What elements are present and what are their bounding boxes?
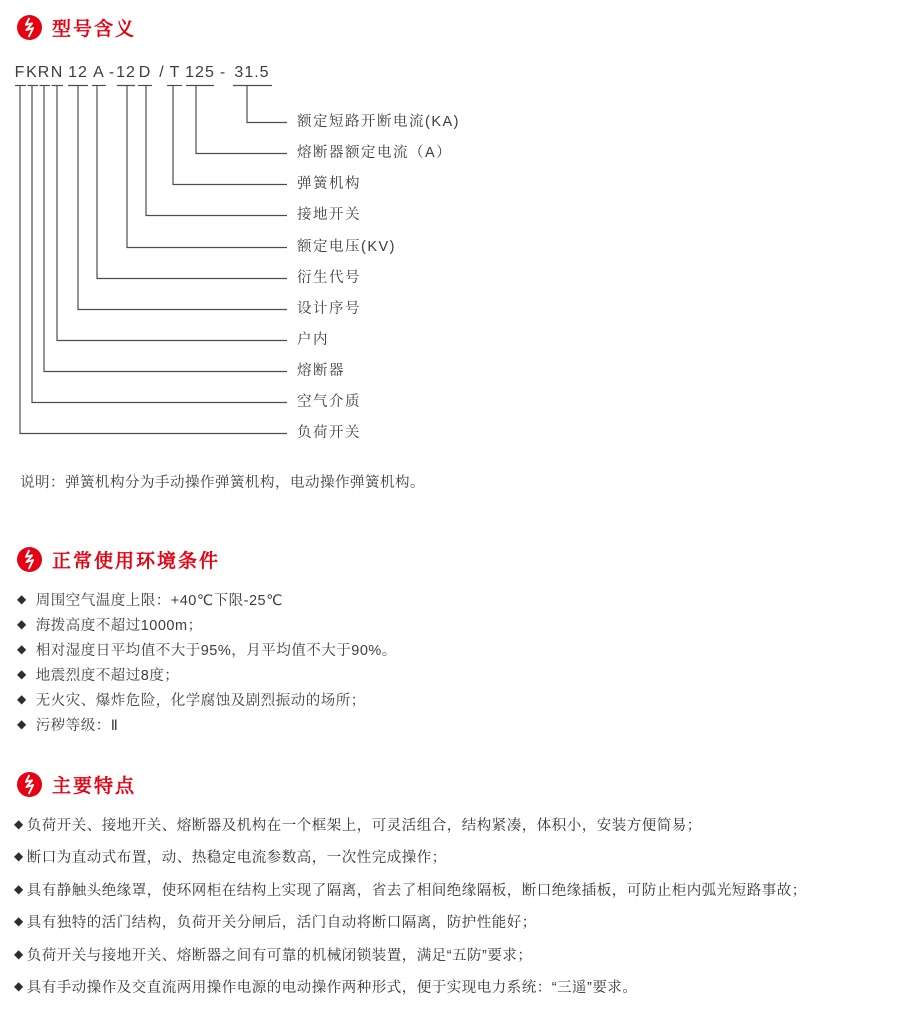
- feature-bullet-contact-gap: [14, 846, 447, 866]
- bullet-text: 地震烈度不超过8度；: [35, 667, 180, 684]
- diamond-bullet-icon: ◆: [17, 692, 27, 706]
- label-derived-code: 衍生代号: [297, 270, 361, 286]
- feature-bullet-insulation-cover: [14, 879, 807, 899]
- diamond-bullet-icon: ◆: [17, 592, 27, 606]
- bullet-text: 无火灾、爆炸危险，化学腐蚀及剧烈振动的场所；: [35, 692, 366, 709]
- code-seg-N: N: [50, 64, 64, 81]
- bullet-text: 具有独特的活门结构，负荷开关分闸后，活门自动将断口隔离，防护性能好；: [26, 914, 537, 931]
- section-header-model: [17, 14, 136, 41]
- section-title-model: 型号含义: [52, 19, 137, 40]
- diamond-bullet-icon: ◆: [17, 717, 27, 731]
- section-title-environment: 正常使用环境条件: [52, 551, 221, 572]
- diamond-bullet-icon: ◆: [14, 817, 24, 831]
- pulse-icon: [17, 547, 42, 572]
- diamond-bullet-icon: ◆: [14, 882, 24, 896]
- code-seg-K: K: [26, 64, 38, 81]
- model-code-diagram: [0, 62, 910, 458]
- label-spring-mechanism: 弹簧机构: [297, 176, 361, 192]
- label-fuse-rated-current: 熔断器额定电流（A）: [297, 145, 453, 161]
- code-seg-12-design: 12: [68, 64, 88, 81]
- code-seg-125: 125: [185, 64, 215, 81]
- diamond-bullet-icon: ◆: [14, 979, 24, 993]
- bullet-text: 相对湿度日平均值不大于95%，月平均值不大于90%。: [35, 642, 397, 659]
- code-seg-slash: /: [159, 64, 165, 81]
- pulse-icon: [17, 15, 42, 40]
- section-header-features: [17, 771, 136, 798]
- diamond-bullet-icon: ◆: [17, 667, 27, 681]
- code-seg-A: A: [93, 64, 105, 81]
- code-seg-D: D: [138, 64, 152, 81]
- label-rated-voltage: 额定电压(KV): [297, 239, 396, 255]
- feature-bullet-operation-modes: [14, 976, 637, 996]
- code-seg-F: F: [14, 64, 26, 81]
- label-fuse: 熔断器: [297, 363, 345, 379]
- diamond-bullet-icon: ◆: [14, 947, 24, 961]
- label-load-switch: 负荷开关: [297, 425, 361, 441]
- code-seg-12-voltage: 12: [116, 64, 136, 81]
- code-seg-T: T: [169, 64, 181, 81]
- feature-bullet-frame: [14, 814, 702, 834]
- bullet-text: 海拨高度不超过1000m；: [35, 617, 203, 634]
- env-bullet-earthquake: [17, 664, 179, 684]
- label-rated-breaking-current: 额定短路开断电流(KA): [297, 114, 460, 130]
- section-title-features: 主要特点: [52, 776, 137, 797]
- env-bullet-humidity: [17, 639, 397, 659]
- pulse-icon: [17, 772, 42, 797]
- label-indoor: 户内: [297, 332, 329, 348]
- bullet-text: 周围空气温度上限：+40℃下限-25℃: [35, 592, 283, 609]
- feature-bullet-shutter: [14, 911, 537, 931]
- diamond-bullet-icon: ◆: [17, 642, 27, 656]
- bullet-text: 负荷开关与接地开关、熔断器之间有可靠的机械闭锁装置，满足“五防”要求；: [26, 947, 533, 964]
- code-seg-R: R: [37, 64, 51, 81]
- bullet-text: 断口为直动式布置，动、热稳定电流参数高，一次性完成操作；: [26, 849, 447, 866]
- code-seg-dash2: -: [219, 64, 227, 81]
- bullet-text: 污秽等级：Ⅱ: [35, 717, 119, 734]
- env-bullet-hazards: [17, 689, 366, 709]
- env-bullet-pollution: [17, 714, 118, 734]
- bullet-text: 具有手动操作及交直流两用操作电源的电动操作两种形式，便于实现电力系统：“三遥”要求。: [26, 979, 638, 996]
- label-earthing-switch: 接地开关: [297, 207, 361, 223]
- code-seg-31-5: 31.5: [234, 64, 270, 81]
- feature-bullet-interlock: [14, 944, 532, 964]
- label-design-number: 设计序号: [297, 301, 361, 317]
- label-air-medium: 空气介质: [297, 394, 361, 410]
- bullet-text: 负荷开关、接地开关、熔断器及机构在一个框架上，可灵活组合，结构紧凑，体积小，安装方便简易；: [26, 817, 702, 834]
- bullet-text: 具有静触头绝缘罩，使环网柜在结构上实现了隔离，省去了相间绝缘隔板，断口绝缘插板，可防止柜内弧光短路事故；: [26, 882, 807, 899]
- diamond-bullet-icon: ◆: [17, 617, 27, 631]
- code-seg-dash1: -: [108, 64, 116, 81]
- env-bullet-altitude: [17, 614, 203, 634]
- section-header-environment: [17, 546, 220, 573]
- diamond-bullet-icon: ◆: [14, 849, 24, 863]
- env-bullet-temperature: [17, 589, 283, 609]
- model-note: 说明：弹簧机构分为手动操作弹簧机构，电动操作弹簧机构。: [20, 475, 425, 491]
- diamond-bullet-icon: ◆: [14, 914, 24, 928]
